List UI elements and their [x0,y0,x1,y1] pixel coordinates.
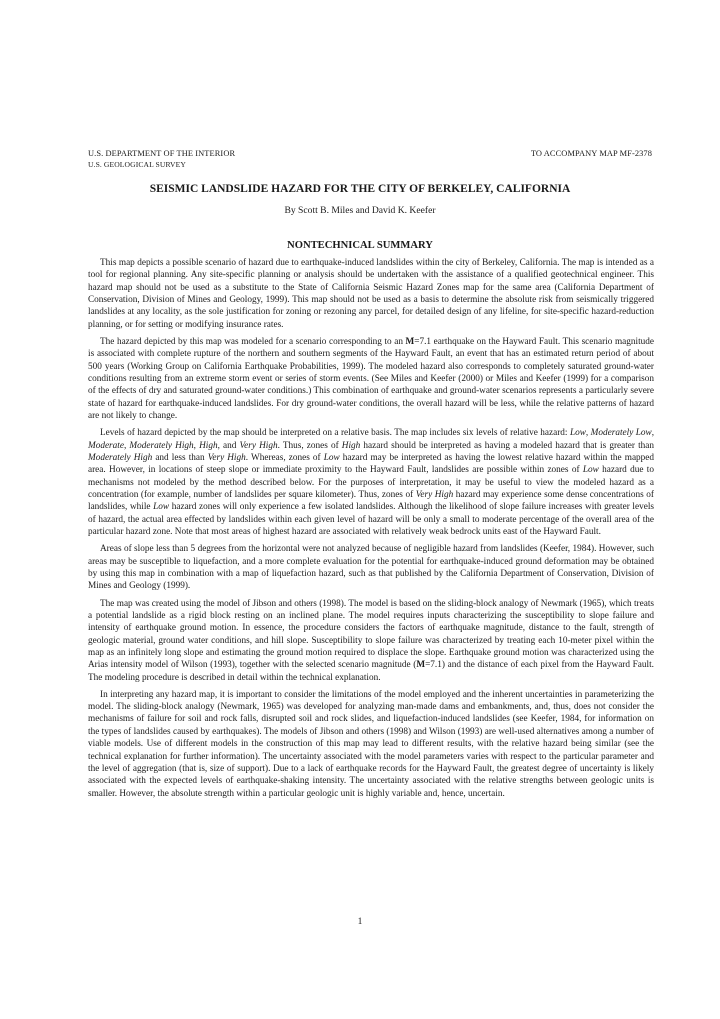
text-run: Levels of hazard depicted by the map should be interpreted on a relative basis. The map includes six levels of relative hazard: [100,428,570,439]
text-run: , [193,440,200,451]
text-run: Areas of slope less than 5 degrees from the horizontal were not analyzed because of negligible hazard from landslides (Keefer, 1984). However, such areas may be susceptible to liquefaction, and a more complete evaluation for the potential for earthquake-induced ground deformation may be obtained by using this map in combination with a map of liquefaction hazard, such as that published by the California Department of Conservation, Division of Mines and Geology (1999). [88,544,654,592]
author-byline: By Scott B. Miles and David K. Keefer [284,205,436,216]
italic-text: Low [323,452,340,463]
paragraph [88,336,654,422]
italic-text: Very High [207,452,246,463]
text-run: The hazard depicted by this map was modeled for a scenario corresponding to an [100,336,406,347]
survey-name: U.S. GEOLOGICAL SURVEY [88,160,186,169]
text-run: hazard should be interpreted as having a modeled hazard that is greater than [360,440,655,451]
paragraph [88,543,654,592]
section-heading: NONTECHNICAL SUMMARY [287,240,433,251]
italic-text: Moderately High [129,440,194,451]
paragraph [88,598,654,684]
text-run: In interpreting any hazard map, it is important to consider the limitations of the model employed and the inherent uncertainties in parameterizing the model. The sliding-block analogy (Newmark, 1965) was developed for analyzing man-made dams and embankments, and, thus, does not consider the mechanisms of failure for soil and rock falls, disrupted soil and rock slides, and liquefaction-induced landslides (see Keefer, 1984, for information on the types of landslides caused by earthquakes). The models of Jibson and others (1998) and Wilson (1993) are well-used alternatives among a number of viable models. Use of different models in the construction of this map may lead to different results, with the relative hazard being similar (see the technical explanation for further information). The uncertainty associated with the model parameters varies with respect to the particular parameter and the level of aggregation (that is, size of support). Due to a lack of earthquake records for the Hayward Fault, the greatest degree of uncertainty is likely associated with the expected levels of earthquake-shaking intensity. The uncertainty associated with the relative strengths between geologic units is smaller. However, the absolute strength within a particular geologic unit is highly variable and, hence, uncertain. [88,689,654,799]
italic-text: Low [569,428,586,439]
text-run: , [123,440,130,451]
text-run: hazard zones will only experience a few isolated landslides. Although the likelihood of slope failure increases with greater levels of hazard, the actual area effected by landslides within each given level of hazard will be only a small to moderate percentage of the overall area of the particular hazard zone. Note that most areas of highest hazard are associated with relatively weak bedrock units east of the Hayward Fault. [88,502,655,537]
bold-text: M [405,336,415,347]
text-run: . Whereas, zones of [245,452,324,463]
page-number: 1 [357,917,363,927]
paragraph [88,427,654,538]
text-run: hazard may experience some dense concentrations of landslides, while [88,489,655,513]
text-run: , and [217,440,240,451]
italic-text: Low [582,465,599,476]
paragraph [88,689,654,800]
italic-text: Moderate [88,440,124,451]
agency-name: U.S. DEPARTMENT OF THE INTERIOR [88,149,236,158]
document-title: SEISMIC LANDSLIDE HAZARD FOR THE CITY OF BERKELEY, CALIFORNIA [149,183,571,195]
text-run: . Thus, zones of [277,440,342,451]
text-run: =7.1 earthquake on the Hayward Fault. This scenario magnitude is associated with complete rupture of the northern and southern segments of the Hayward Fault, an event that has an estimated return period of about 500 years (Working Group on California Earthquake Probabilities, 1999). The modeled hazard also corresponds to completely saturated ground-water conditions resulting from an extreme storm event or series of storm events. (See Miles and Keefer (2000) or Miles and Keefer (1999) for a comparison of the effects of dry and saturated ground-water conditions.) This combination of earthquake and ground-water scenarios represents a particularly severe state of hazard for earthquake-induced landslides. For dry ground-water conditions, the overall hazard will be less, while the relative patterns of hazard are not likely to change. [88,336,654,422]
italic-text: Moderately Low [590,428,652,439]
paragraph [88,257,654,331]
italic-text: High [341,440,361,451]
italic-text: Low [153,502,170,513]
italic-text: Very High [415,489,454,500]
italic-text: Moderately High [88,452,153,463]
map-reference: TO ACCOMPANY MAP MF-2378 [530,149,652,158]
text-run: , [585,428,591,439]
text-run: hazard due to mechanisms not modeled by the method described below. For the purposes of interpretation, it may be useful to view the modeled hazard as a concentration (for example, number of landslides per square kilometer). Thus, zones of [88,465,654,500]
text-run: and less than [152,452,208,463]
body-text [88,257,654,805]
text-run: The map was created using the model of Jibson and others (1998). The model is based on the sliding-block analogy of Newmark (1965), which treats a potential landslide as a rigid block resting on an inclined plane. The model requires inputs characterizing the susceptibility to slope failure and intensity of earthquake ground motion. In essence, the procedure considers the factors of earthquake magnitude, distance to the fault, strength of geologic material, ground water conditions, and hill slope. Susceptibility to slope failure was characterized by treating each 10-meter pixel within the map as an infinitely long slope and estimating the ground motion required to displace the slope. Earthquake ground motion was characterized using the Arias intensity model of Wilson (1993), together with the selected scenario magnitude ( [88,598,654,671]
bold-text: M [416,660,426,671]
text-run: This map depicts a possible scenario of hazard due to earthquake-induced landslides within the city of Berkeley, California. The map is intended as a tool for regional planning. Any site-specific planning or analysis should be undertaken with the assistance of a qualified geotechnical engineer. This hazard map should not be used as a substitute to the State of California Seismic Hazard Zones map for the same area (California Department of Conservation, Division of Mines and Geology, 1999). This map should not be used as a basis to determine the absolute risk from seismically triggered landslides at any locality, as the sole justification for zoning or rezoning any parcel, for detailed design of any lifeline, for site-specific hazard-reduction planning, or for setting or modifying insurance rates. [88,258,654,330]
text-run: =7.1) and the distance of each pixel from the Hayward Fault. The modeling procedure is described in detail within the technical explanation. [88,660,654,683]
italic-text: High [199,440,218,451]
italic-text: Very High [239,440,278,451]
text-run: hazard may be interpreted as having the lowest relative hazard within the mapped area. However, in locations of steep slope or immediate proximity to the Hayward Fault, landslides are possible within zones of [88,452,655,476]
text-run: , [651,428,655,439]
